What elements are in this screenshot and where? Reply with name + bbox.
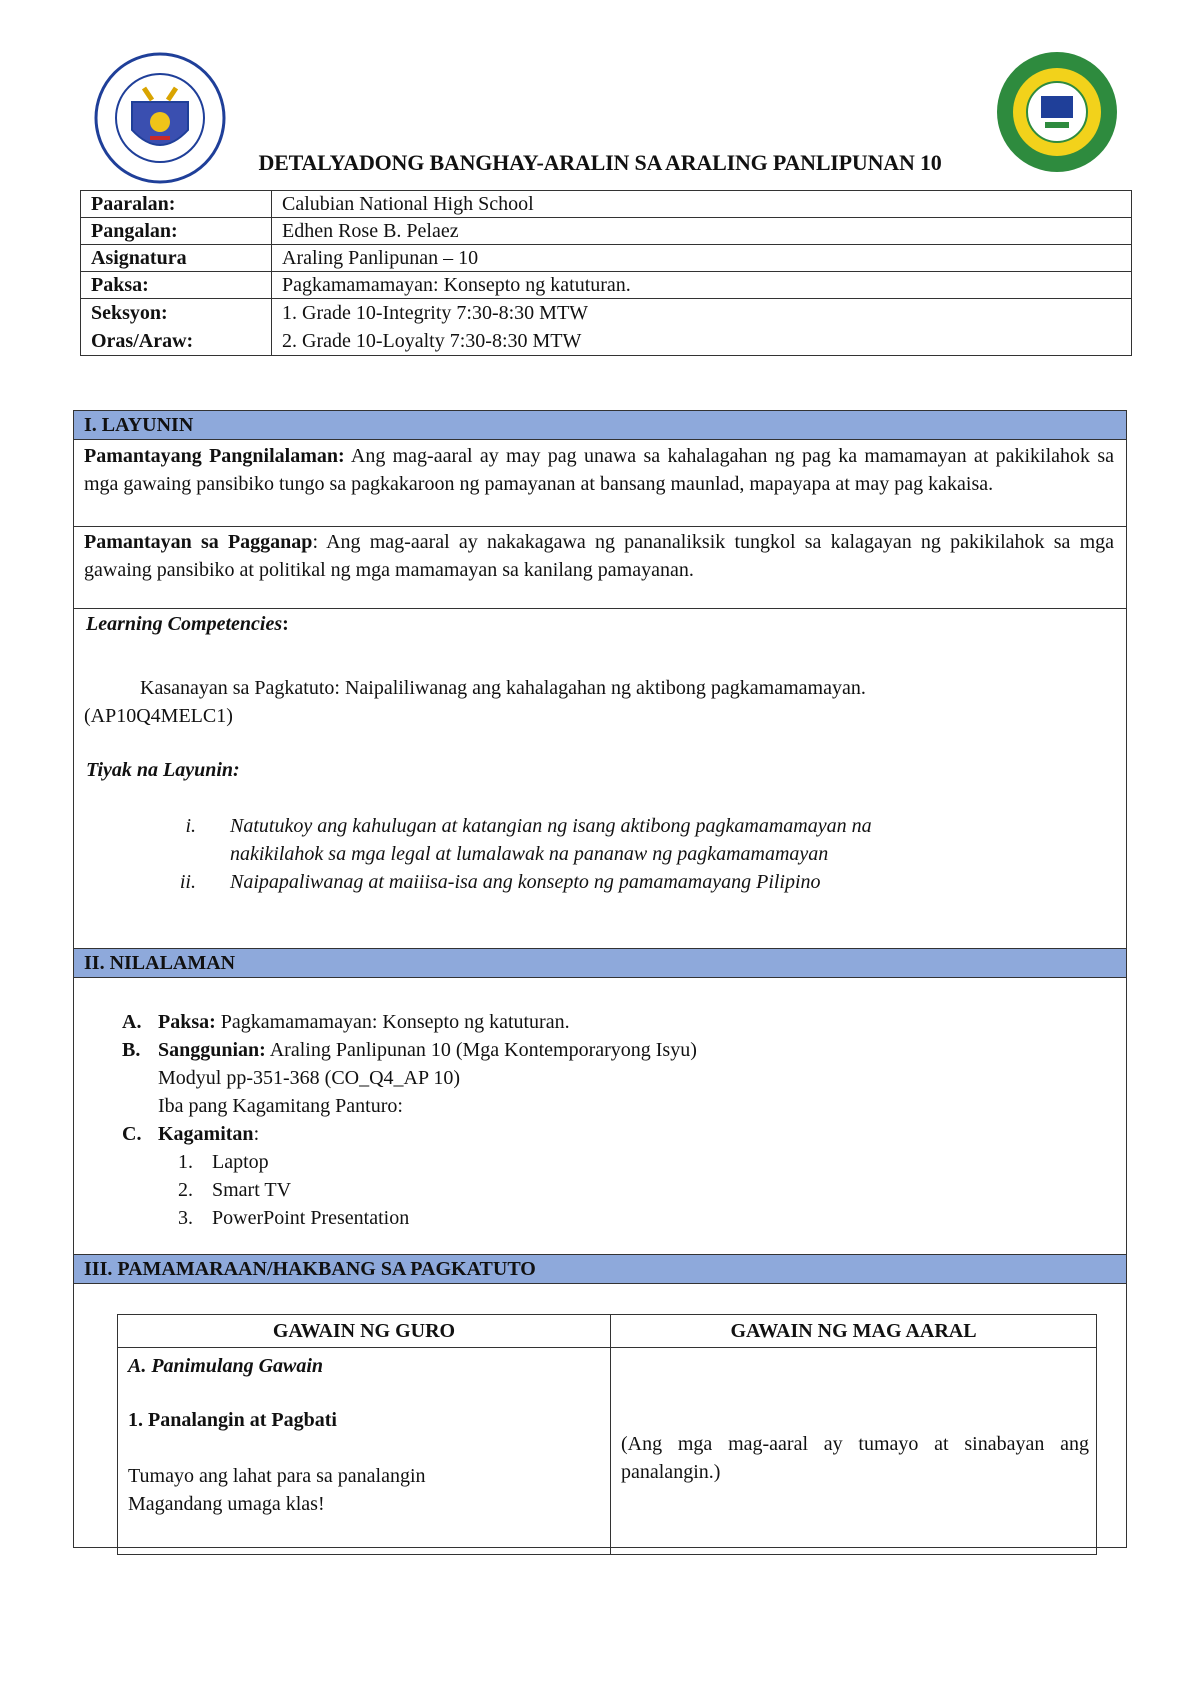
objective-number: ii. — [179, 871, 196, 893]
content-standard-label: Pamantayang Pangnilalaman: — [84, 445, 345, 467]
material-item: Smart TV — [212, 1179, 292, 1201]
schedule-keys — [81, 299, 272, 356]
section-heading-pamamaraan: III. PAMAMARAAN/HAKBANG SA PAGKATUTO — [73, 1254, 1127, 1284]
performance-standard-label: Pamantayan sa Pagganap — [84, 531, 313, 553]
performance-standard-text: : Ang mag-aaral ay nakakagawa ng pananaliksik tungkol sa kalagayan ng pakikilahok sa mga gawaing pansibiko at politikal ng mga mamamayan sa kanilang pamayanan. — [84, 531, 1115, 581]
performance-standard — [84, 528, 1114, 584]
reference-label: Sanggunian: — [158, 1039, 266, 1061]
document-title: DETALYADONG BANGHAY-ARALIN SA ARALING PANLIPUNAN 10 — [258, 150, 942, 175]
section-heading-layunin: I. LAYUNIN — [73, 410, 1127, 440]
time-day-key: Oras/Araw: — [91, 330, 194, 352]
student-response: (Ang mga mag-aaral ay tumayo at sinabayan ang panalangin.) — [621, 1433, 1089, 1483]
material-number: 3. — [178, 1207, 193, 1229]
activity-table — [117, 1314, 1097, 1555]
activity-header-row — [118, 1315, 1097, 1348]
schedule-line: 2. Grade 10-Loyalty 7:30-8:30 MTW — [282, 330, 582, 352]
specific-objectives-label: Tiyak na Layunin: — [86, 759, 240, 781]
reference-item — [158, 1036, 697, 1064]
topic-label: Paksa: — [158, 1011, 216, 1033]
objective-text: Natutukoy ang kahulugan at katangian ng isang aktibong pagkamamamayan na — [230, 815, 872, 837]
lesson-info-table — [80, 190, 1132, 356]
info-key: Paaralan: — [81, 191, 272, 218]
activity-section-title: A. Panimulang Gawain — [128, 1355, 324, 1377]
info-value: Araling Panlipunan – 10 — [272, 245, 1132, 272]
kasanayan-code: (AP10Q4MELC1) — [84, 705, 233, 727]
list-marker: C. — [122, 1123, 142, 1145]
info-row — [81, 272, 1132, 299]
material-number: 1. — [178, 1151, 193, 1173]
reference-text: Araling Panlipunan 10 (Mga Kontemporaryong Isyu) — [265, 1039, 697, 1061]
material-item: PowerPoint Presentation — [212, 1207, 410, 1229]
reference-module: Modyul pp-351-368 (CO_Q4_AP 10) — [158, 1067, 461, 1089]
content-standard-text: Ang mag-aaral ay may pag unawa sa kahalagahan ng pag ka mamamayan at pakikilahok sa mga gawaing pansibiko tungo sa pagkakaroon ng pamayanan at bansang maunlad, mapayapa at may pag kakaisa. — [84, 445, 1115, 495]
info-key: Paksa: — [81, 272, 272, 299]
info-row — [81, 218, 1132, 245]
student-column-header: GAWAIN NG MAG AARAL — [611, 1315, 1097, 1348]
info-key: Pangalan: — [81, 218, 272, 245]
info-key: Asignatura — [81, 245, 272, 272]
material-number: 2. — [178, 1179, 193, 1201]
learning-competencies-label — [86, 610, 289, 638]
activity-step-title: 1. Panalangin at Pagbati — [128, 1409, 337, 1431]
student-activity-cell — [611, 1348, 1097, 1555]
topic-item — [158, 1008, 570, 1036]
list-marker: B. — [122, 1039, 141, 1061]
teacher-line: Magandang umaga klas! — [128, 1493, 325, 1515]
kasanayan-line: Kasanayan sa Pagkatuto: Naipaliliwanag ang kahalagahan ng aktibong pagkamamamayan. — [140, 677, 866, 699]
objective-text: Naipapaliwanag at maiiisa-isa ang konsepto ng pamamamayang Pilipino — [230, 871, 821, 893]
materials-colon: : — [253, 1123, 260, 1145]
objective-number: i. — [185, 815, 196, 837]
info-row — [81, 245, 1132, 272]
materials-heading — [158, 1120, 259, 1148]
info-row — [81, 191, 1132, 218]
teacher-line: Tumayo ang lahat para sa panalangin — [128, 1465, 426, 1487]
info-value: Edhen Rose B. Pelaez — [272, 218, 1132, 245]
activity-row — [118, 1348, 1097, 1555]
section-key: Seksyon: — [91, 302, 168, 324]
section-heading-nilalaman: II. NILALAMAN — [73, 948, 1127, 978]
schedule-row — [81, 299, 1132, 356]
schedule-line: 1. Grade 10-Integrity 7:30-8:30 MTW — [282, 302, 589, 324]
objective-text: nakikilahok sa mga legal at lumalawak na pananaw ng pagkamamamayan — [230, 843, 829, 865]
reference-other: Iba pang Kagamitang Panturo: — [158, 1095, 403, 1117]
info-value: Calubian National High School — [272, 191, 1132, 218]
teacher-column-header: GAWAIN NG GURO — [118, 1315, 611, 1348]
schedule-values — [272, 299, 1132, 356]
learning-competencies-title: Learning Competencies — [86, 613, 283, 635]
list-marker: A. — [122, 1011, 142, 1033]
divider — [73, 608, 1127, 609]
materials-label: Kagamitan — [158, 1123, 254, 1145]
divider — [73, 526, 1127, 527]
topic-text: Pagkamamamayan: Konsepto ng katuturan. — [215, 1011, 570, 1033]
content-standard — [84, 442, 1114, 498]
teacher-activity-cell — [118, 1348, 611, 1555]
material-item: Laptop — [212, 1151, 269, 1173]
learning-competencies-colon: : — [282, 613, 289, 635]
info-value: Pagkamamamayan: Konsepto ng katuturan. — [272, 272, 1132, 299]
